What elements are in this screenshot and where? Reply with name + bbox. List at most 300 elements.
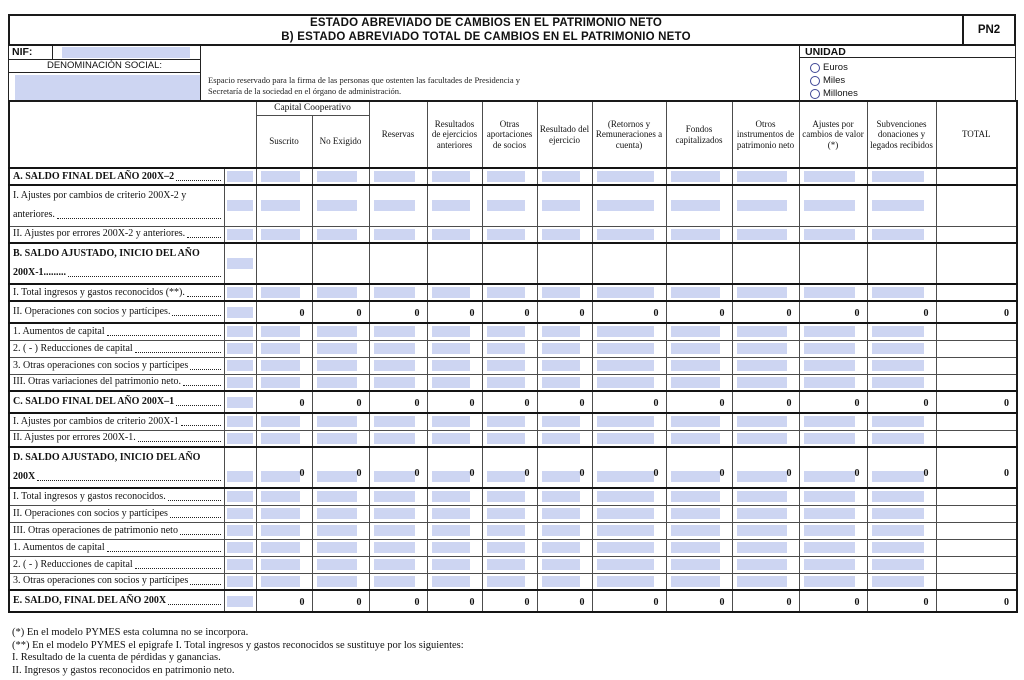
cell-input[interactable] xyxy=(432,559,470,570)
cell-input[interactable] xyxy=(872,326,924,337)
table-row xyxy=(9,168,1017,185)
cell-input[interactable] xyxy=(487,576,525,587)
cell-input[interactable] xyxy=(432,229,470,240)
cell-input[interactable] xyxy=(317,360,357,371)
cell-input[interactable] xyxy=(317,171,357,182)
row-label-text: III. Otras operaciones de patrimonio neto xyxy=(13,524,178,536)
row-key-input[interactable] xyxy=(227,200,253,211)
cell-input[interactable] xyxy=(597,559,654,570)
cell-input[interactable] xyxy=(804,471,855,482)
cell-input[interactable] xyxy=(737,508,787,519)
data-cell xyxy=(312,573,369,590)
data-cell xyxy=(369,301,427,323)
cell-input[interactable] xyxy=(597,200,654,211)
cell-input[interactable] xyxy=(872,542,924,553)
data-cell xyxy=(592,226,666,243)
cell-input[interactable] xyxy=(261,576,300,587)
computed-zero: 0 xyxy=(469,398,475,409)
cell-input[interactable] xyxy=(542,360,580,371)
cell-input[interactable] xyxy=(671,326,720,337)
cell-input[interactable] xyxy=(261,326,300,337)
form-code-badge: PN2 xyxy=(962,16,1014,44)
cell-input[interactable] xyxy=(487,416,525,427)
cell-input[interactable] xyxy=(804,542,855,553)
cell-input[interactable] xyxy=(737,433,787,444)
cell-input[interactable] xyxy=(542,433,580,444)
cell-input[interactable] xyxy=(804,491,855,502)
row-label-text: 200X-1......... xyxy=(13,267,67,278)
data-cell xyxy=(482,391,537,413)
row-label-text: II. Operaciones con socios y partícipes. xyxy=(13,306,171,317)
cell-input[interactable] xyxy=(872,508,924,519)
cell-input[interactable] xyxy=(597,287,654,298)
cell-input[interactable] xyxy=(671,377,720,388)
cell-input[interactable] xyxy=(872,559,924,570)
cell-input[interactable] xyxy=(487,559,525,570)
cell-input[interactable] xyxy=(432,471,470,482)
row-key-cell xyxy=(224,243,256,284)
data-cell xyxy=(312,226,369,243)
cell-input[interactable] xyxy=(542,171,580,182)
cell-input[interactable] xyxy=(261,229,300,240)
row-key-input[interactable] xyxy=(227,307,253,318)
cell-input[interactable] xyxy=(737,229,787,240)
data-cell xyxy=(732,301,799,323)
computed-zero: 0 xyxy=(414,398,420,409)
cell-input[interactable] xyxy=(737,287,787,298)
cell-input[interactable] xyxy=(374,542,415,553)
cell-input[interactable] xyxy=(487,542,525,553)
cell-input[interactable] xyxy=(374,171,415,182)
cell-input[interactable] xyxy=(487,287,525,298)
cell-input[interactable] xyxy=(671,416,720,427)
cell-input[interactable] xyxy=(671,287,720,298)
cell-input[interactable] xyxy=(737,542,787,553)
denominacion-input[interactable] xyxy=(15,75,200,100)
row-key-input[interactable] xyxy=(227,326,253,337)
radio-euros-icon[interactable] xyxy=(810,63,820,73)
cell-input[interactable] xyxy=(597,471,654,482)
data-cell xyxy=(369,357,427,374)
cell-input[interactable] xyxy=(261,287,300,298)
cell-input[interactable] xyxy=(872,525,924,536)
row-key-input[interactable] xyxy=(227,377,253,388)
row-label xyxy=(9,340,224,357)
cell-input[interactable] xyxy=(374,200,415,211)
cell-input[interactable] xyxy=(542,200,580,211)
row-label xyxy=(9,243,224,284)
cell-input[interactable] xyxy=(671,200,720,211)
form-title-line2: B) ESTADO ABREVIADO TOTAL DE CAMBIOS EN EL PATRIMONIO NETO xyxy=(281,31,691,43)
row-key-input[interactable] xyxy=(227,542,253,553)
col-header-resultados-anteriores: Resultados de ejercicios anteriores xyxy=(427,101,482,168)
cell-input[interactable] xyxy=(261,416,300,427)
cell-input[interactable] xyxy=(804,326,855,337)
cell-input[interactable] xyxy=(542,525,580,536)
row-label-text: II. Operaciones con socios y partícipes xyxy=(13,507,168,519)
cell-input[interactable] xyxy=(432,416,470,427)
cell-input[interactable] xyxy=(374,287,415,298)
row-key-cell xyxy=(224,573,256,590)
cell-input[interactable] xyxy=(872,343,924,354)
cell-input[interactable] xyxy=(487,491,525,502)
unidad-option-label: Millones xyxy=(823,88,858,99)
cell-input[interactable] xyxy=(317,508,357,519)
cell-input[interactable] xyxy=(317,229,357,240)
cell-input[interactable] xyxy=(261,471,300,482)
cell-input[interactable] xyxy=(432,377,470,388)
cell-input[interactable] xyxy=(872,416,924,427)
data-cell xyxy=(312,539,369,556)
col-header-retornos: (Retornos y Remuneraciones a cuenta) xyxy=(592,101,666,168)
cell-input[interactable] xyxy=(487,433,525,444)
row-key-input[interactable] xyxy=(227,258,253,269)
cell-input[interactable] xyxy=(432,343,470,354)
cell-input[interactable] xyxy=(261,171,300,182)
row-key-cell xyxy=(224,357,256,374)
cell-input[interactable] xyxy=(542,287,580,298)
data-cell xyxy=(666,413,732,430)
cell-input[interactable] xyxy=(671,471,720,482)
cell-input[interactable] xyxy=(261,433,300,444)
data-cell xyxy=(732,357,799,374)
row-label-text: III. Otras variaciones del patrimonio neto. xyxy=(13,376,181,388)
cell-input[interactable] xyxy=(872,171,924,182)
cell-input[interactable] xyxy=(542,326,580,337)
col-header-resultado-ejercicio: Resultado del ejercicio xyxy=(537,101,592,168)
cell-input[interactable] xyxy=(597,416,654,427)
cell-input[interactable] xyxy=(487,471,525,482)
cell-input[interactable] xyxy=(671,491,720,502)
signature-area xyxy=(201,46,799,100)
cell-input[interactable] xyxy=(597,525,654,536)
cell-input[interactable] xyxy=(432,200,470,211)
data-cell xyxy=(256,539,312,556)
cell-input[interactable] xyxy=(374,229,415,240)
cell-input[interactable] xyxy=(597,576,654,587)
row-key-input[interactable] xyxy=(227,525,253,536)
cell-input[interactable] xyxy=(804,229,855,240)
cell-input[interactable] xyxy=(597,171,654,182)
row-label-text: 2. ( - ) Reducciones de capital xyxy=(13,342,133,354)
cell-input[interactable] xyxy=(737,491,787,502)
cell-input[interactable] xyxy=(542,343,580,354)
cell-input[interactable] xyxy=(804,525,855,536)
data-cell xyxy=(482,539,537,556)
cell-input[interactable] xyxy=(872,229,924,240)
cell-input[interactable] xyxy=(737,416,787,427)
cell-input[interactable] xyxy=(374,559,415,570)
computed-zero: 0 xyxy=(524,468,530,479)
data-cell xyxy=(592,590,666,612)
cell-input[interactable] xyxy=(317,491,357,502)
cell-input[interactable] xyxy=(487,326,525,337)
cell-input[interactable] xyxy=(671,343,720,354)
table-row xyxy=(9,323,1017,340)
cell-input[interactable] xyxy=(804,343,855,354)
data-cell xyxy=(312,556,369,573)
data-cell xyxy=(936,284,1017,301)
cell-input[interactable] xyxy=(317,377,357,388)
cell-input[interactable] xyxy=(432,171,470,182)
cell-input[interactable] xyxy=(671,525,720,536)
data-cell xyxy=(256,357,312,374)
row-key-cell xyxy=(224,226,256,243)
data-cell xyxy=(867,185,936,226)
cell-input[interactable] xyxy=(597,433,654,444)
cell-input[interactable] xyxy=(671,576,720,587)
col-header-fondos-capitalizados: Fondos capitalizados xyxy=(666,101,732,168)
cell-input[interactable] xyxy=(671,360,720,371)
row-key-input[interactable] xyxy=(227,596,253,607)
computed-zero: 0 xyxy=(786,468,792,479)
cell-input[interactable] xyxy=(317,559,357,570)
cell-input[interactable] xyxy=(374,576,415,587)
cell-input[interactable] xyxy=(374,360,415,371)
cell-input[interactable] xyxy=(804,508,855,519)
data-cell xyxy=(537,284,592,301)
data-cell xyxy=(592,430,666,447)
cell-input[interactable] xyxy=(374,377,415,388)
cell-input[interactable] xyxy=(317,471,357,482)
cell-input[interactable] xyxy=(317,200,357,211)
data-cell xyxy=(256,374,312,391)
cell-input[interactable] xyxy=(597,508,654,519)
cell-input[interactable] xyxy=(671,171,720,182)
cell-input[interactable] xyxy=(737,559,787,570)
cell-input[interactable] xyxy=(872,433,924,444)
data-cell xyxy=(256,340,312,357)
row-key-input[interactable] xyxy=(227,471,253,482)
cell-input[interactable] xyxy=(542,542,580,553)
cell-input[interactable] xyxy=(542,377,580,388)
cell-input[interactable] xyxy=(261,377,300,388)
unidad-option-millones[interactable] xyxy=(810,88,1015,100)
cell-input[interactable] xyxy=(872,471,924,482)
cell-input[interactable] xyxy=(737,200,787,211)
cell-input[interactable] xyxy=(542,491,580,502)
cell-input[interactable] xyxy=(671,508,720,519)
cell-input[interactable] xyxy=(804,360,855,371)
computed-zero: 0 xyxy=(414,597,420,608)
row-label-text: I. Total ingresos y gastos reconocidos. xyxy=(13,490,166,502)
cell-input[interactable] xyxy=(487,377,525,388)
cell-input[interactable] xyxy=(597,377,654,388)
nif-input[interactable] xyxy=(62,47,190,58)
cell-input[interactable] xyxy=(487,360,525,371)
data-cell xyxy=(666,168,732,185)
unidad-option-miles[interactable] xyxy=(810,75,1015,87)
data-cell xyxy=(427,340,482,357)
cell-input[interactable] xyxy=(261,559,300,570)
row-key-input[interactable] xyxy=(227,508,253,519)
cell-input[interactable] xyxy=(737,471,787,482)
cell-input[interactable] xyxy=(737,525,787,536)
cell-input[interactable] xyxy=(737,171,787,182)
cell-input[interactable] xyxy=(261,525,300,536)
data-cell xyxy=(312,488,369,505)
cell-input[interactable] xyxy=(542,471,580,482)
data-cell xyxy=(732,430,799,447)
row-key-input[interactable] xyxy=(227,343,253,354)
row-key-input[interactable] xyxy=(227,559,253,570)
row-key-input[interactable] xyxy=(227,360,253,371)
cell-input[interactable] xyxy=(872,287,924,298)
cell-input[interactable] xyxy=(597,229,654,240)
cell-input[interactable] xyxy=(671,433,720,444)
cell-input[interactable] xyxy=(542,229,580,240)
cell-input[interactable] xyxy=(317,287,357,298)
row-label-text: I. Total ingresos y gastos reconocidos (**). xyxy=(13,286,185,298)
row-key-input[interactable] xyxy=(227,287,253,298)
cell-input[interactable] xyxy=(597,491,654,502)
cell-input[interactable] xyxy=(804,576,855,587)
cell-input[interactable] xyxy=(374,525,415,536)
data-cell xyxy=(427,185,482,226)
cell-input[interactable] xyxy=(542,416,580,427)
computed-zero: 0 xyxy=(356,398,362,409)
data-cell xyxy=(427,357,482,374)
cell-input[interactable] xyxy=(487,343,525,354)
cell-input[interactable] xyxy=(737,343,787,354)
cell-input[interactable] xyxy=(804,200,855,211)
cell-input[interactable] xyxy=(737,326,787,337)
cell-input[interactable] xyxy=(432,287,470,298)
footnote-3: I. Resultado de la cuenta de pérdidas y ganancias. xyxy=(12,652,221,663)
cell-input[interactable] xyxy=(374,416,415,427)
cell-input[interactable] xyxy=(597,542,654,553)
row-label-text: 1. Aumentos de capital xyxy=(13,325,105,337)
cell-input[interactable] xyxy=(374,343,415,354)
cell-input[interactable] xyxy=(317,433,357,444)
row-key-input[interactable] xyxy=(227,491,253,502)
cell-input[interactable] xyxy=(432,508,470,519)
cell-input[interactable] xyxy=(804,433,855,444)
cell-input[interactable] xyxy=(374,433,415,444)
cell-input[interactable] xyxy=(737,360,787,371)
data-cell xyxy=(256,590,312,612)
cell-input[interactable] xyxy=(317,525,357,536)
cell-input[interactable] xyxy=(374,491,415,502)
footnote-1: (*) En el modelo PYMES esta columna no se incorpora. xyxy=(12,627,249,638)
cell-input[interactable] xyxy=(374,471,415,482)
row-label xyxy=(9,226,224,243)
data-cell xyxy=(369,505,427,522)
cell-input[interactable] xyxy=(432,433,470,444)
row-key-input[interactable] xyxy=(227,229,253,240)
row-key-input[interactable] xyxy=(227,171,253,182)
row-key-cell xyxy=(224,374,256,391)
cell-input[interactable] xyxy=(374,326,415,337)
data-cell xyxy=(666,539,732,556)
cell-input[interactable] xyxy=(487,200,525,211)
cell-input[interactable] xyxy=(432,542,470,553)
cell-input[interactable] xyxy=(317,416,357,427)
cell-input[interactable] xyxy=(804,559,855,570)
cell-input[interactable] xyxy=(261,508,300,519)
cell-input[interactable] xyxy=(432,326,470,337)
data-cell xyxy=(537,168,592,185)
cell-input[interactable] xyxy=(261,200,300,211)
cell-input[interactable] xyxy=(487,508,525,519)
computed-zero: 0 xyxy=(1004,308,1009,319)
cell-input[interactable] xyxy=(542,559,580,570)
data-cell xyxy=(732,323,799,340)
cell-input[interactable] xyxy=(872,360,924,371)
cell-input[interactable] xyxy=(261,542,300,553)
row-key-cell xyxy=(224,539,256,556)
cell-input[interactable] xyxy=(317,326,357,337)
cell-input[interactable] xyxy=(317,576,357,587)
cell-input[interactable] xyxy=(542,508,580,519)
cell-input[interactable] xyxy=(317,542,357,553)
cell-input[interactable] xyxy=(487,229,525,240)
cell-input[interactable] xyxy=(804,377,855,388)
cell-input[interactable] xyxy=(432,360,470,371)
table-row xyxy=(9,226,1017,243)
unidad-option-euros[interactable] xyxy=(810,62,1015,74)
cell-input[interactable] xyxy=(374,508,415,519)
cell-input[interactable] xyxy=(261,343,300,354)
cell-input[interactable] xyxy=(432,525,470,536)
cell-input[interactable] xyxy=(597,326,654,337)
cell-input[interactable] xyxy=(671,229,720,240)
cell-input[interactable] xyxy=(872,576,924,587)
cell-input[interactable] xyxy=(432,491,470,502)
data-cell xyxy=(592,323,666,340)
cell-input[interactable] xyxy=(317,343,357,354)
computed-zero: 0 xyxy=(299,398,305,409)
table-row xyxy=(9,185,1017,226)
row-key-input[interactable] xyxy=(227,416,253,427)
cell-input[interactable] xyxy=(597,360,654,371)
dotted-leader xyxy=(37,480,220,481)
cell-input[interactable] xyxy=(872,377,924,388)
data-cell xyxy=(799,505,867,522)
radio-miles-icon[interactable] xyxy=(810,76,820,86)
cell-input[interactable] xyxy=(432,576,470,587)
cell-input[interactable] xyxy=(542,576,580,587)
cell-input[interactable] xyxy=(872,491,924,502)
computed-zero: 0 xyxy=(719,398,725,409)
cell-input[interactable] xyxy=(597,343,654,354)
cell-input[interactable] xyxy=(487,171,525,182)
cell-input[interactable] xyxy=(671,559,720,570)
cell-input[interactable] xyxy=(804,416,855,427)
cell-input[interactable] xyxy=(737,377,787,388)
data-cell xyxy=(256,522,312,539)
data-cell xyxy=(256,447,312,488)
data-cell xyxy=(482,505,537,522)
cell-input[interactable] xyxy=(261,491,300,502)
row-key-input[interactable] xyxy=(227,576,253,587)
cell-input[interactable] xyxy=(261,360,300,371)
computed-zero: 0 xyxy=(469,597,475,608)
row-key-input[interactable] xyxy=(227,397,253,408)
data-cell xyxy=(427,168,482,185)
radio-millones-icon[interactable] xyxy=(810,89,820,99)
cell-input[interactable] xyxy=(671,542,720,553)
computed-zero: 0 xyxy=(653,398,659,409)
cell-input[interactable] xyxy=(487,525,525,536)
dotted-leader xyxy=(170,517,221,518)
cell-input[interactable] xyxy=(804,287,855,298)
cell-input[interactable] xyxy=(804,171,855,182)
table-row xyxy=(9,447,1017,488)
row-key-input[interactable] xyxy=(227,433,253,444)
cell-input[interactable] xyxy=(872,200,924,211)
cell-input[interactable] xyxy=(737,576,787,587)
